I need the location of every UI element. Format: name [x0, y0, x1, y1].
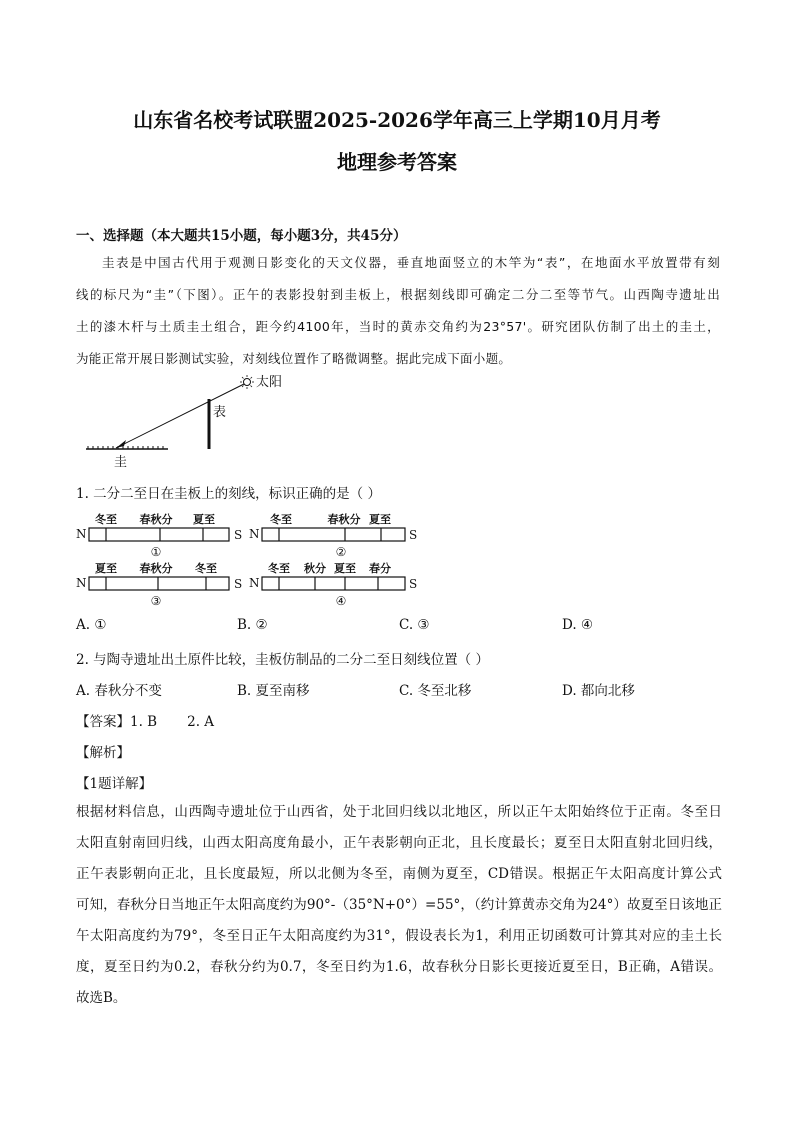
page-title: 山东省名校考试联盟2025-2026学年高三上学期10月月考	[133, 108, 661, 132]
south-label: S	[409, 577, 418, 591]
gnomon-figure	[76, 372, 316, 472]
south-label: S	[234, 577, 243, 591]
strip-tick-label: 秋分	[304, 562, 326, 575]
north-label: N	[249, 527, 260, 541]
q1-option-d[interactable]: D. ④	[562, 617, 594, 633]
strip-number: ②	[335, 545, 347, 559]
south-label: S	[234, 528, 243, 542]
strip-option-1	[76, 511, 246, 561]
explanation-paragraph	[76, 797, 722, 1014]
intro-line: 圭表是中国古代用于观测日影变化的天文仪器，垂直地面竖立的木竿为“表”，在地面水平放置带有刻	[102, 255, 720, 270]
question-2-stem: 2. 与陶寺遗址出土原件比较，圭板仿制品的二分二至日刻线位置（ ）	[76, 652, 489, 668]
q2-option-b[interactable]: B. 夏至南移	[237, 683, 310, 699]
sun-icon	[240, 375, 254, 389]
explanation-line: 太阳直射南回归线，山西太阳高度角最小，正午表影朝向正北，且长度最长；夏至日太阳直射北回归线，	[76, 835, 722, 851]
detail-heading: 【1题详解】	[76, 776, 153, 792]
strip-option-2	[249, 511, 419, 561]
page-subtitle: 地理参考答案	[337, 150, 457, 174]
strip-tick-label: 冬至	[268, 562, 290, 575]
strip-tick-label: 夏至	[369, 513, 391, 526]
question-1-stem: 1. 二分二至日在圭板上的刻线，标识正确的是（ ）	[76, 486, 381, 502]
strip-tick-label: 冬至	[95, 513, 117, 526]
strip-tick-label: 夏至	[193, 513, 215, 526]
strip-tick-label: 冬至	[195, 562, 217, 575]
q1-option-b[interactable]: B. ②	[237, 617, 268, 633]
explanation-line: 根据材料信息，山西陶寺遗址位于山西省，处于北回归线以北地区，所以正午太阳始终位于正南。冬至日	[76, 804, 722, 820]
gnomon-label: 表	[213, 405, 227, 420]
intro-line: 线的标尺为“圭”（下图）。正午的表影投射到圭板上，根据刻线即可确定二分二至等节气。山西陶寺遗址出	[76, 287, 720, 302]
intro-paragraph	[76, 247, 720, 375]
strip-tick-label: 春分	[369, 562, 391, 575]
answer-line: 【答案】1. B 2. A	[76, 714, 215, 730]
strip-option-3	[76, 560, 246, 610]
strip-tick-label: 夏至	[95, 562, 117, 575]
strip-option-4	[249, 560, 419, 610]
q2-option-d[interactable]: D. 都向北移	[562, 683, 635, 699]
strip-tick-label: 春秋分	[139, 513, 173, 526]
strip-number: ①	[150, 545, 162, 559]
strip-tick-label: 春秋分	[139, 562, 173, 575]
section-heading: 一、选择题（本大题共15小题，每小题3分，共45分）	[76, 228, 407, 244]
north-label: N	[249, 576, 260, 590]
q2-option-c[interactable]: C. 冬至北移	[399, 683, 472, 699]
explanation-line: 故选B。	[76, 990, 127, 1006]
intro-line: 为能正常开展日影测试实验，对刻线位置作了略微调整。据此完成下面小题。	[76, 351, 512, 366]
strip-box	[262, 577, 405, 590]
north-label: N	[76, 527, 87, 541]
q1-option-c[interactable]: C. ③	[399, 617, 430, 633]
q2-option-a[interactable]: A. 春秋分不变	[76, 683, 162, 699]
strip-box	[262, 528, 405, 541]
explanation-line: 可知，春秋分日当地正午太阳高度约为90°-（35°N+0°）=55°，（约计算黄赤交角为24°）故夏至日该地正	[76, 897, 722, 913]
explanation-line: 午太阳高度约为79°，冬至日正午太阳高度约为31°，假设表长为1，利用正切函数可计算其对应的圭土长	[76, 928, 722, 944]
south-label: S	[409, 528, 418, 542]
q1-option-a[interactable]: A. ①	[76, 617, 107, 633]
explanation-line: 度，夏至日约为0.2，春秋分约为0.7，冬至日约为1.6，故春秋分日影长更接近夏至日，B正确，A错误。	[76, 959, 722, 975]
strip-tick-label: 夏至	[334, 562, 356, 575]
gui-label: 圭	[114, 455, 128, 470]
explanation-line: 正午表影朝向正北，且长度最短，所以北侧为冬至，南侧为夏至，CD错误。根据正午太阳高度计算公式	[76, 866, 722, 882]
strip-number: ④	[335, 594, 347, 608]
strip-tick-label: 冬至	[270, 513, 292, 526]
strip-box	[89, 528, 229, 541]
north-label: N	[76, 576, 87, 590]
strip-box	[89, 577, 229, 590]
analysis-heading: 【解析】	[76, 745, 130, 761]
strip-number: ③	[150, 594, 162, 608]
intro-line: 土的漆木杆与土质圭土组合，距今约4100年，当时的黄赤交角约为23°57'。研究团队仿制了出土的圭土，	[76, 319, 720, 334]
strip-tick-label: 春秋分	[327, 513, 361, 526]
sun-label: 太阳	[256, 375, 283, 390]
